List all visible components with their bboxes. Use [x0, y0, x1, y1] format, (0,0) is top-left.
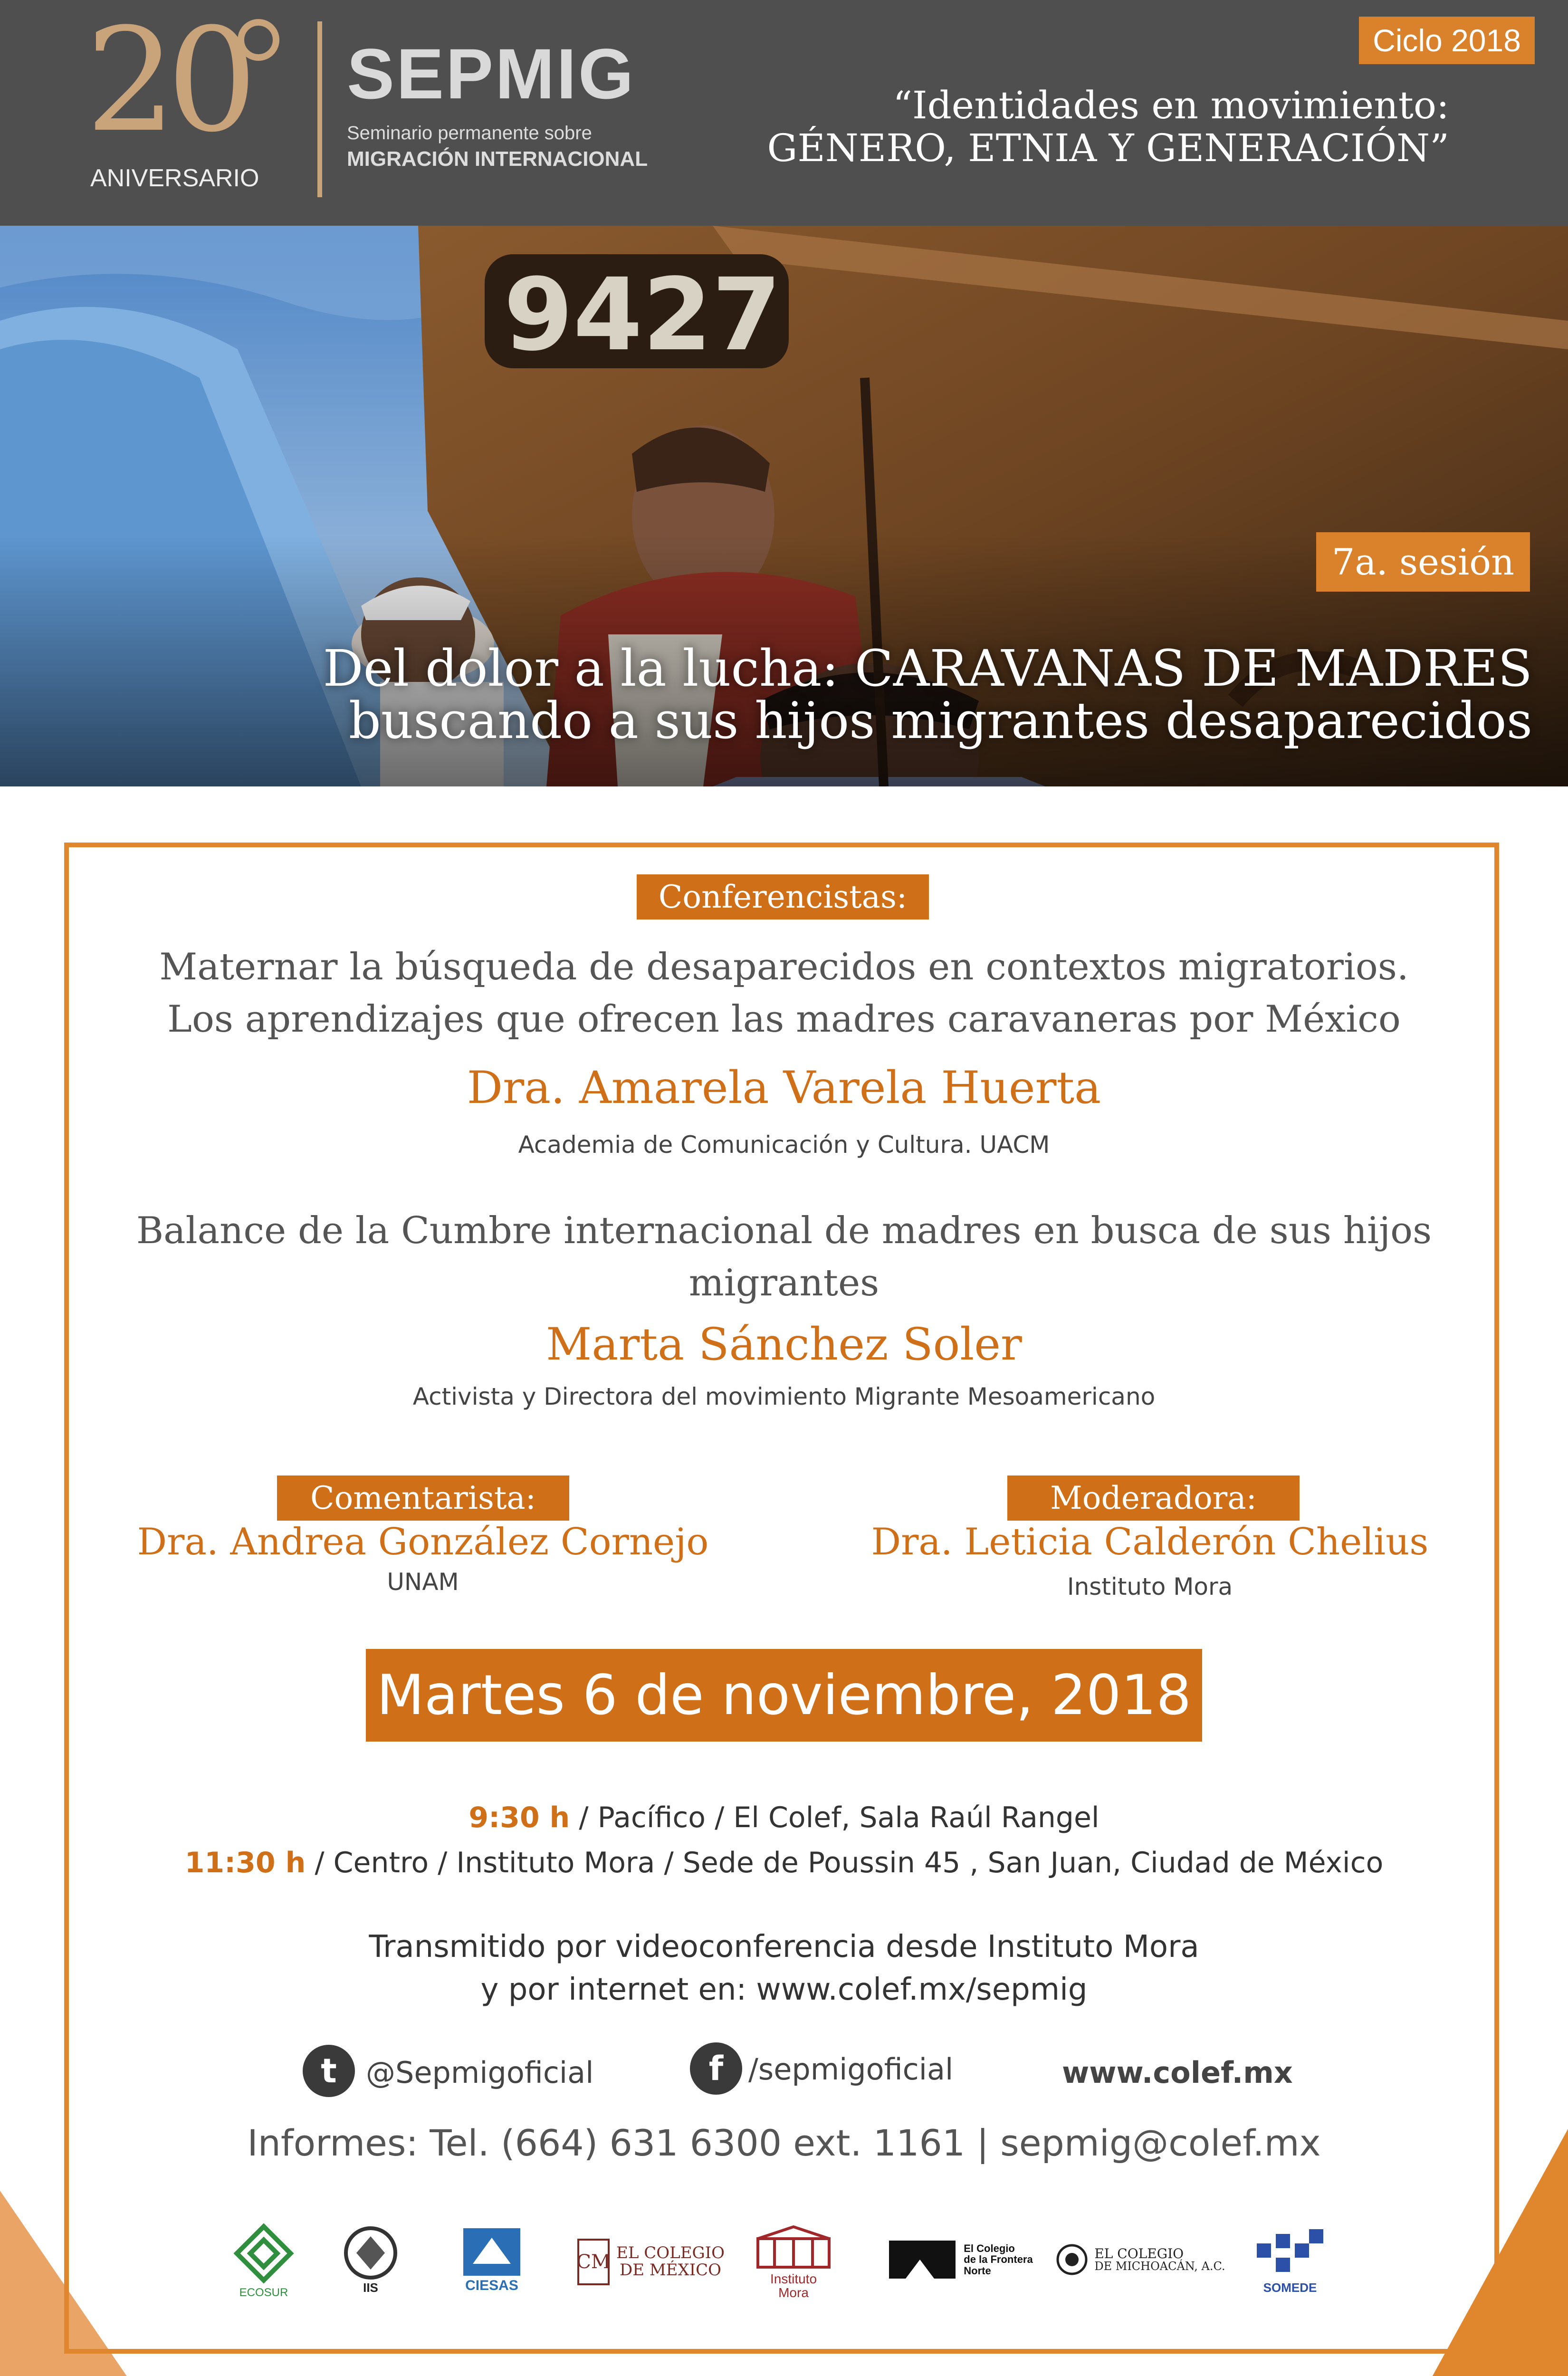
- sepmig-subtitle-bold: MIGRACIÓN INTERNACIONAL: [347, 147, 648, 171]
- colmich-logo: EL COLEGIO DE MICHOACÁN, A.C.: [1050, 2233, 1231, 2286]
- talk1-title-line2: Los aprendizajes que ofrecen las madres caravaneras por México: [167, 998, 1401, 1041]
- sepmig-logo: SEPMIG: [347, 34, 636, 114]
- cycle-theme-line2: GÉNERO, ETNIA Y GENERACIÓN”: [767, 126, 1449, 170]
- talk1-title-line1: Maternar la búsqueda de desaparecidos en contextos migratorios.: [159, 946, 1409, 988]
- colef-logo: El Colegio de la Frontera Norte: [884, 2229, 1036, 2290]
- talk2-title-line1: Balance de la Cumbre internacional de madres en busca de sus hijos: [136, 1209, 1432, 1252]
- facebook-icon[interactable]: f: [690, 2042, 742, 2095]
- schedule-line2: [95, 1846, 1473, 1879]
- talk2-title-line2: migrantes: [688, 1262, 880, 1304]
- moderator-label: Moderadora:: [1007, 1475, 1300, 1521]
- speaker1-affiliation: Academia de Comunicación y Cultura. UACM: [518, 1131, 1050, 1159]
- schedule-place2: / Centro / Instituto Mora / Sede de Poussin 45 , San Juan, Ciudad de México: [306, 1846, 1384, 1879]
- ecosur-logo: ECOSUR: [228, 2214, 299, 2305]
- cycle-theme-line1: “Identidades en movimiento:: [893, 83, 1449, 127]
- commentator-label: Comentarista:: [277, 1475, 569, 1521]
- schedule-time1: 9:30 h: [468, 1801, 570, 1834]
- schedule-line1: [95, 1801, 1473, 1834]
- event-title-line2: buscando a sus hijos migrantes desaparecidos: [348, 691, 1532, 750]
- speaker1-name: Dra. Amarela Varela Huerta: [467, 1062, 1101, 1114]
- schedule-time2: 11:30 h: [184, 1846, 306, 1879]
- commentator-affiliation: UNAM: [387, 1568, 459, 1596]
- speaker2-name: Marta Sánchez Soler: [546, 1319, 1022, 1370]
- contact-info: Informes: Tel. (664) 631 6300 ext. 1161 | sepmig@colef.mx: [247, 2122, 1321, 2164]
- session-badge: 7a. sesión: [1316, 532, 1530, 592]
- anniversary-number: 20: [86, 0, 248, 163]
- twitter-handle[interactable]: @Sepmigoficial: [366, 2055, 594, 2090]
- colmex-logo: CM EL COLEGIO DE MÉXICO: [575, 2233, 727, 2290]
- moderator-affiliation: Instituto Mora: [1067, 1573, 1233, 1600]
- facebook-handle[interactable]: /sepmigoficial: [748, 2052, 954, 2087]
- colmex-emblem-icon: CM: [577, 2239, 610, 2285]
- website-link[interactable]: www.colef.mx: [1062, 2055, 1293, 2090]
- ciesas-logo: CIESAS: [456, 2219, 527, 2300]
- broadcast-line1: Transmitido por videoconferencia desde Instituto Mora: [369, 1929, 1199, 1964]
- somede-logo: SOMEDE: [1247, 2219, 1333, 2300]
- speakers-label: Conferencistas:: [637, 874, 929, 920]
- broadcast-line2: y por internet en: www.colef.mx/sepmig: [480, 1972, 1088, 2007]
- event-date: Martes 6 de noviembre, 2018: [366, 1649, 1202, 1742]
- moderator-name: Dra. Leticia Calderón Chelius: [871, 1521, 1429, 1563]
- instituto-mora-logo: Instituto Mora: [748, 2217, 839, 2307]
- anniversary-label: ANIVERSARIO: [90, 164, 259, 192]
- iis-unam-logo: IIS: [340, 2219, 402, 2300]
- anniversary-degree-icon: [238, 19, 279, 61]
- header-divider: [317, 21, 322, 197]
- commentator-name: Dra. Andrea González Cornejo: [137, 1521, 709, 1563]
- schedule-place1: / Pacífico / El Colef, Sala Raúl Rangel: [570, 1801, 1100, 1834]
- event-title-line1: Del dolor a la lucha: CARAVANAS DE MADRES: [323, 639, 1532, 698]
- twitter-icon[interactable]: t: [303, 2045, 355, 2097]
- sepmig-subtitle: Seminario permanente sobre: [347, 123, 592, 144]
- speaker2-affiliation: Activista y Directora del movimiento Migrante Mesoamericano: [412, 1383, 1156, 1410]
- cycle-badge: Ciclo 2018: [1359, 17, 1535, 64]
